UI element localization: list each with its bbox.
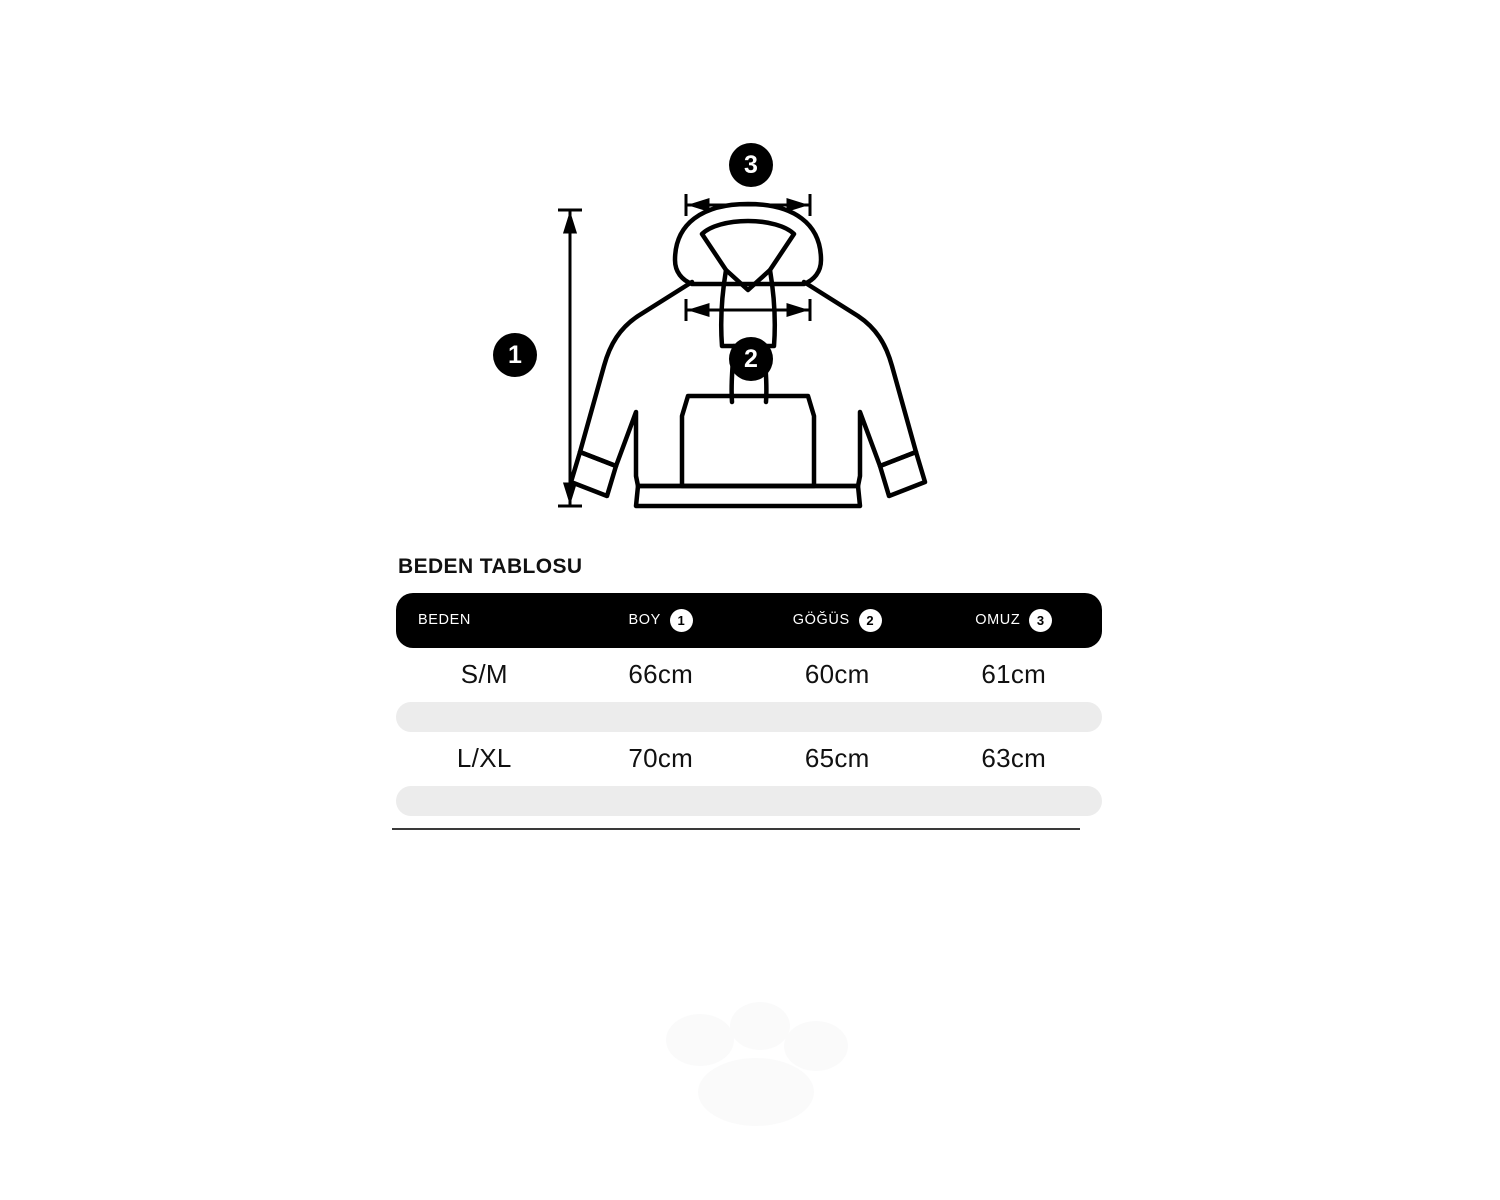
column-badge-2: 2 bbox=[859, 609, 882, 632]
size-table-head bbox=[396, 593, 1102, 648]
size-table-block bbox=[396, 555, 1102, 816]
column-header-gogus-inner bbox=[793, 609, 882, 632]
column-header-gogus bbox=[749, 593, 926, 648]
column-header-omuz-inner bbox=[975, 609, 1052, 632]
watermark-svg bbox=[640, 1000, 870, 1130]
cell-gogus: 65cm bbox=[804, 743, 870, 773]
column-header-omuz bbox=[926, 593, 1103, 648]
table-row bbox=[396, 732, 1102, 786]
callout-badge-2 bbox=[729, 337, 773, 381]
table-row bbox=[396, 648, 1102, 702]
callout-badge-3 bbox=[729, 143, 773, 187]
column-header-boy-inner bbox=[629, 609, 693, 632]
callout-badge-1-label: 1 bbox=[508, 340, 522, 369]
column-header-gogus-label: GÖĞÜS bbox=[792, 612, 850, 628]
table-row-separator bbox=[396, 786, 1102, 816]
divider bbox=[392, 828, 1080, 830]
hoodie-measurement-diagram bbox=[470, 120, 990, 530]
column-header-omuz-label: OMUZ bbox=[975, 612, 1021, 628]
table-row-separator-cell bbox=[396, 786, 1102, 816]
table-row-separator bbox=[396, 702, 1102, 732]
row-band bbox=[396, 702, 1102, 732]
column-badge-1: 1 bbox=[670, 609, 693, 632]
cell-boy: 66cm bbox=[628, 659, 694, 689]
watermark-graphic bbox=[640, 1000, 870, 1130]
size-table bbox=[396, 593, 1102, 816]
page-title: BEDEN TABLOSU bbox=[398, 555, 583, 578]
cell-gogus: 60cm bbox=[804, 659, 870, 689]
cell-beden: S/M bbox=[460, 659, 508, 689]
column-header-boy bbox=[573, 593, 750, 648]
size-table-header-row bbox=[396, 593, 1102, 648]
hoodie-outline-svg bbox=[470, 120, 990, 530]
cell-omuz: 63cm bbox=[981, 743, 1047, 773]
size-table-body bbox=[396, 648, 1102, 816]
column-header-beden-label: BEDEN bbox=[418, 612, 471, 628]
callout-badge-3-label: 3 bbox=[744, 150, 758, 179]
callout-badge-2-label: 2 bbox=[744, 344, 758, 373]
cell-boy: 70cm bbox=[628, 743, 694, 773]
cell-beden: L/XL bbox=[456, 743, 512, 773]
column-header-beden bbox=[396, 593, 573, 648]
column-badge-3: 3 bbox=[1029, 609, 1052, 632]
cell-omuz: 61cm bbox=[981, 659, 1047, 689]
row-band bbox=[396, 786, 1102, 816]
callout-badge-1 bbox=[493, 333, 537, 377]
table-row-separator-cell bbox=[396, 702, 1102, 732]
column-header-boy-label: BOY bbox=[628, 612, 661, 628]
